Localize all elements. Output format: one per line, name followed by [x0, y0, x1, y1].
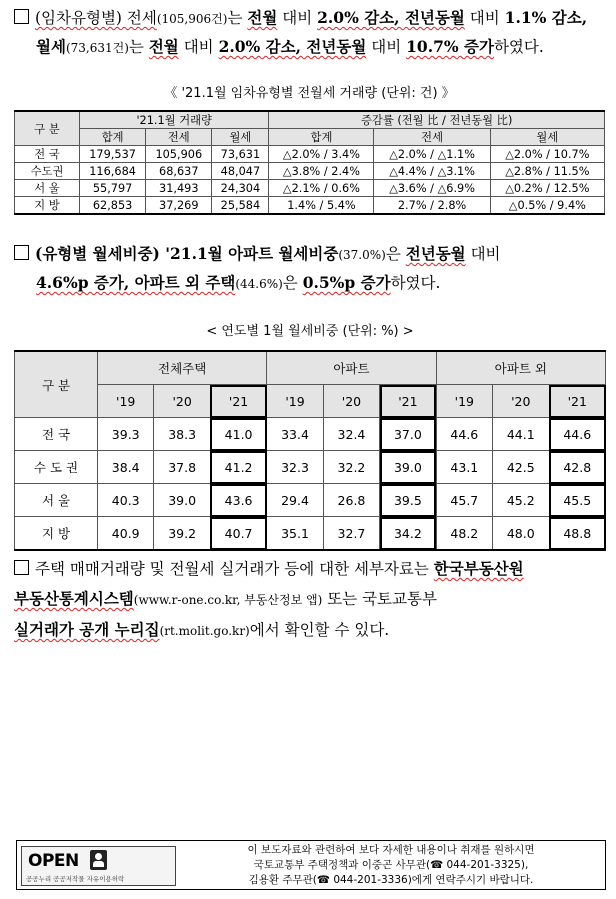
table-cell: 32.2	[323, 451, 379, 484]
table-cell: 55,797	[80, 180, 146, 197]
table-cell: 38.4	[98, 451, 154, 484]
table-cell: 41.2	[210, 451, 266, 484]
row-label: 전 국	[15, 418, 98, 451]
row-label: 전 국	[15, 146, 80, 163]
table-row	[15, 146, 605, 163]
open-logo-text: OPEN	[28, 851, 79, 871]
header-group: 전체주택	[98, 351, 267, 385]
footer-line: 국토교통부 주택정책과 이중곤 사무관(☎ 044-201-3325),	[253, 859, 529, 871]
table-row	[15, 197, 605, 215]
table-row	[15, 484, 606, 517]
year-header: '20	[493, 385, 549, 418]
table-cell: △0.2% / 12.5%	[490, 180, 604, 197]
table-cell: 34.2	[380, 517, 436, 551]
checkbox-bullet	[14, 560, 29, 575]
table-cell: 45.7	[436, 484, 492, 517]
table-cell: 1.4% / 5.4%	[269, 197, 374, 215]
table-cell: 25,584	[212, 197, 269, 215]
table-cell: 39.2	[154, 517, 210, 551]
table-cell: 44.6	[436, 418, 492, 451]
table-cell: 29.4	[267, 484, 323, 517]
table-cell: 44.6	[549, 418, 606, 451]
year-header: '20	[323, 385, 379, 418]
table-cell: 73,631	[212, 146, 269, 163]
footer-contact-text	[177, 843, 605, 888]
monthly-share-table	[14, 350, 606, 551]
header-group: 아파트	[267, 351, 436, 385]
year-header: '21	[210, 385, 266, 418]
table-cell: △2.0% / △1.1%	[374, 146, 490, 163]
table-cell: 39.3	[98, 418, 154, 451]
table-cell: △4.4% / △3.1%	[374, 163, 490, 180]
table-cell: 43.1	[436, 451, 492, 484]
table-cell: △2.8% / 11.5%	[490, 163, 604, 180]
person-icon	[90, 850, 107, 870]
paragraph-data-source: 주택 매매거래량 및 전월세 실거래가 등에 대한 세부자료는 한국부동산원 부동산통계시스템(www.r-one.co.kr, 부동산정보 앱) 또는 국토교통부 실거래가 공개 누리집(rt.molit.go.kr)에서 확인할 수 있다.	[14, 559, 524, 639]
footer-line: 이 보도자료와 관련하여 보다 자세한 내용이나 취재를 원하시면	[247, 844, 535, 856]
subheader-cell: 월세	[490, 129, 604, 146]
table-cell: △2.0% / 10.7%	[490, 146, 604, 163]
table-cell: 24,304	[212, 180, 269, 197]
table-row	[15, 163, 605, 180]
table-cell: △3.6% / △6.9%	[374, 180, 490, 197]
table-row	[15, 418, 606, 451]
table-cell: △3.8% / 2.4%	[269, 163, 374, 180]
paragraph-rental-type: (임차유형별) 전세(105,906건)는 전월 대비 2.0% 감소, 전년동월 대비 1.1% 감소, 월세(73,631건)는 전월 대비 2.0% 감소, 전년동월 대비 10.7% 증가하였다.	[14, 4, 604, 62]
table-cell: 32.3	[267, 451, 323, 484]
header-gubun: 구 분	[15, 351, 98, 418]
paragraph-monthly-share: (유형별 월세비중) '21.1월 아파트 월세비중(37.0%)은 전년동월 대비 4.6%p 증가, 아파트 외 주택(44.6%)은 0.5%p 증가하였다.	[14, 240, 604, 298]
table-cell: 37.8	[154, 451, 210, 484]
table-cell: 48.0	[493, 517, 549, 551]
year-header: '19	[98, 385, 154, 418]
table-row	[15, 180, 605, 197]
subheader-cell: 합계	[269, 129, 374, 146]
table-cell: 105,906	[146, 146, 212, 163]
table-cell: 32.4	[323, 418, 379, 451]
table-cell: 33.4	[267, 418, 323, 451]
table-cell: 31,493	[146, 180, 212, 197]
header-rate: 증감률 (전월 比 / 전년동월 比)	[269, 111, 605, 129]
table-cell: 2.7% / 2.8%	[374, 197, 490, 215]
table-cell: △2.0% / 3.4%	[269, 146, 374, 163]
year-header: '19	[436, 385, 492, 418]
table-row	[15, 517, 606, 551]
table-cell: 43.6	[210, 484, 266, 517]
table1-caption: 《 '21.1월 임차유형별 전월세 거래량 (단위: 건) 》	[164, 86, 455, 101]
contact-footer	[16, 840, 606, 890]
table-row	[15, 451, 606, 484]
table-cell: 48.8	[549, 517, 606, 551]
table-cell: 48.2	[436, 517, 492, 551]
table-cell: 40.9	[98, 517, 154, 551]
rental-volume-table	[14, 110, 605, 215]
year-header: '21	[549, 385, 606, 418]
table-cell: 40.3	[98, 484, 154, 517]
table-cell: 41.0	[210, 418, 266, 451]
year-header: '19	[267, 385, 323, 418]
table-cell: 116,684	[80, 163, 146, 180]
header-gubun: 구 분	[15, 111, 80, 146]
table-cell: 26.8	[323, 484, 379, 517]
year-header: '21	[380, 385, 436, 418]
header-volume: '21.1월 거래량	[80, 111, 269, 129]
table-cell: 45.5	[549, 484, 606, 517]
table-cell: 32.7	[323, 517, 379, 551]
table-cell: 42.5	[493, 451, 549, 484]
table-cell: 39.5	[380, 484, 436, 517]
subheader-cell: 전세	[374, 129, 490, 146]
checkbox-bullet	[14, 9, 29, 24]
footer-line: 김용환 주무관(☎ 044-201-3336)에게 연락주시기 바랍니다.	[248, 874, 534, 886]
table-cell: 42.8	[549, 451, 606, 484]
table-cell: 38.3	[154, 418, 210, 451]
row-label: 지 방	[15, 197, 80, 215]
kogl-open-logo	[21, 846, 176, 886]
table-cell: 37,269	[146, 197, 212, 215]
row-label: 수 도 권	[15, 451, 98, 484]
year-header: '20	[154, 385, 210, 418]
checkbox-bullet	[14, 245, 29, 260]
table-cell: 62,853	[80, 197, 146, 215]
table-cell: 68,637	[146, 163, 212, 180]
table-cell: 48,047	[212, 163, 269, 180]
table-cell: △0.5% / 9.4%	[490, 197, 604, 215]
table-cell: 37.0	[380, 418, 436, 451]
row-label: 서 울	[15, 484, 98, 517]
table-cell: △2.1% / 0.6%	[269, 180, 374, 197]
row-label: 수도권	[15, 163, 80, 180]
table-cell: 39.0	[380, 451, 436, 484]
table-cell: 45.2	[493, 484, 549, 517]
table-cell: 40.7	[210, 517, 266, 551]
table-cell: 44.1	[493, 418, 549, 451]
subheader-cell: 합계	[80, 129, 146, 146]
table-cell: 39.0	[154, 484, 210, 517]
table-cell: 35.1	[267, 517, 323, 551]
header-group: 아파트 외	[436, 351, 605, 385]
row-label: 서 울	[15, 180, 80, 197]
table-cell: 179,537	[80, 146, 146, 163]
kogl-subtitle: 공공누리 공공저작물 자유이용허락	[26, 875, 125, 883]
row-label: 지 방	[15, 517, 98, 551]
subheader-cell: 월세	[212, 129, 269, 146]
subheader-cell: 전세	[146, 129, 212, 146]
table2-caption: < 연도별 1월 월세비중 (단위: %) >	[206, 324, 414, 339]
